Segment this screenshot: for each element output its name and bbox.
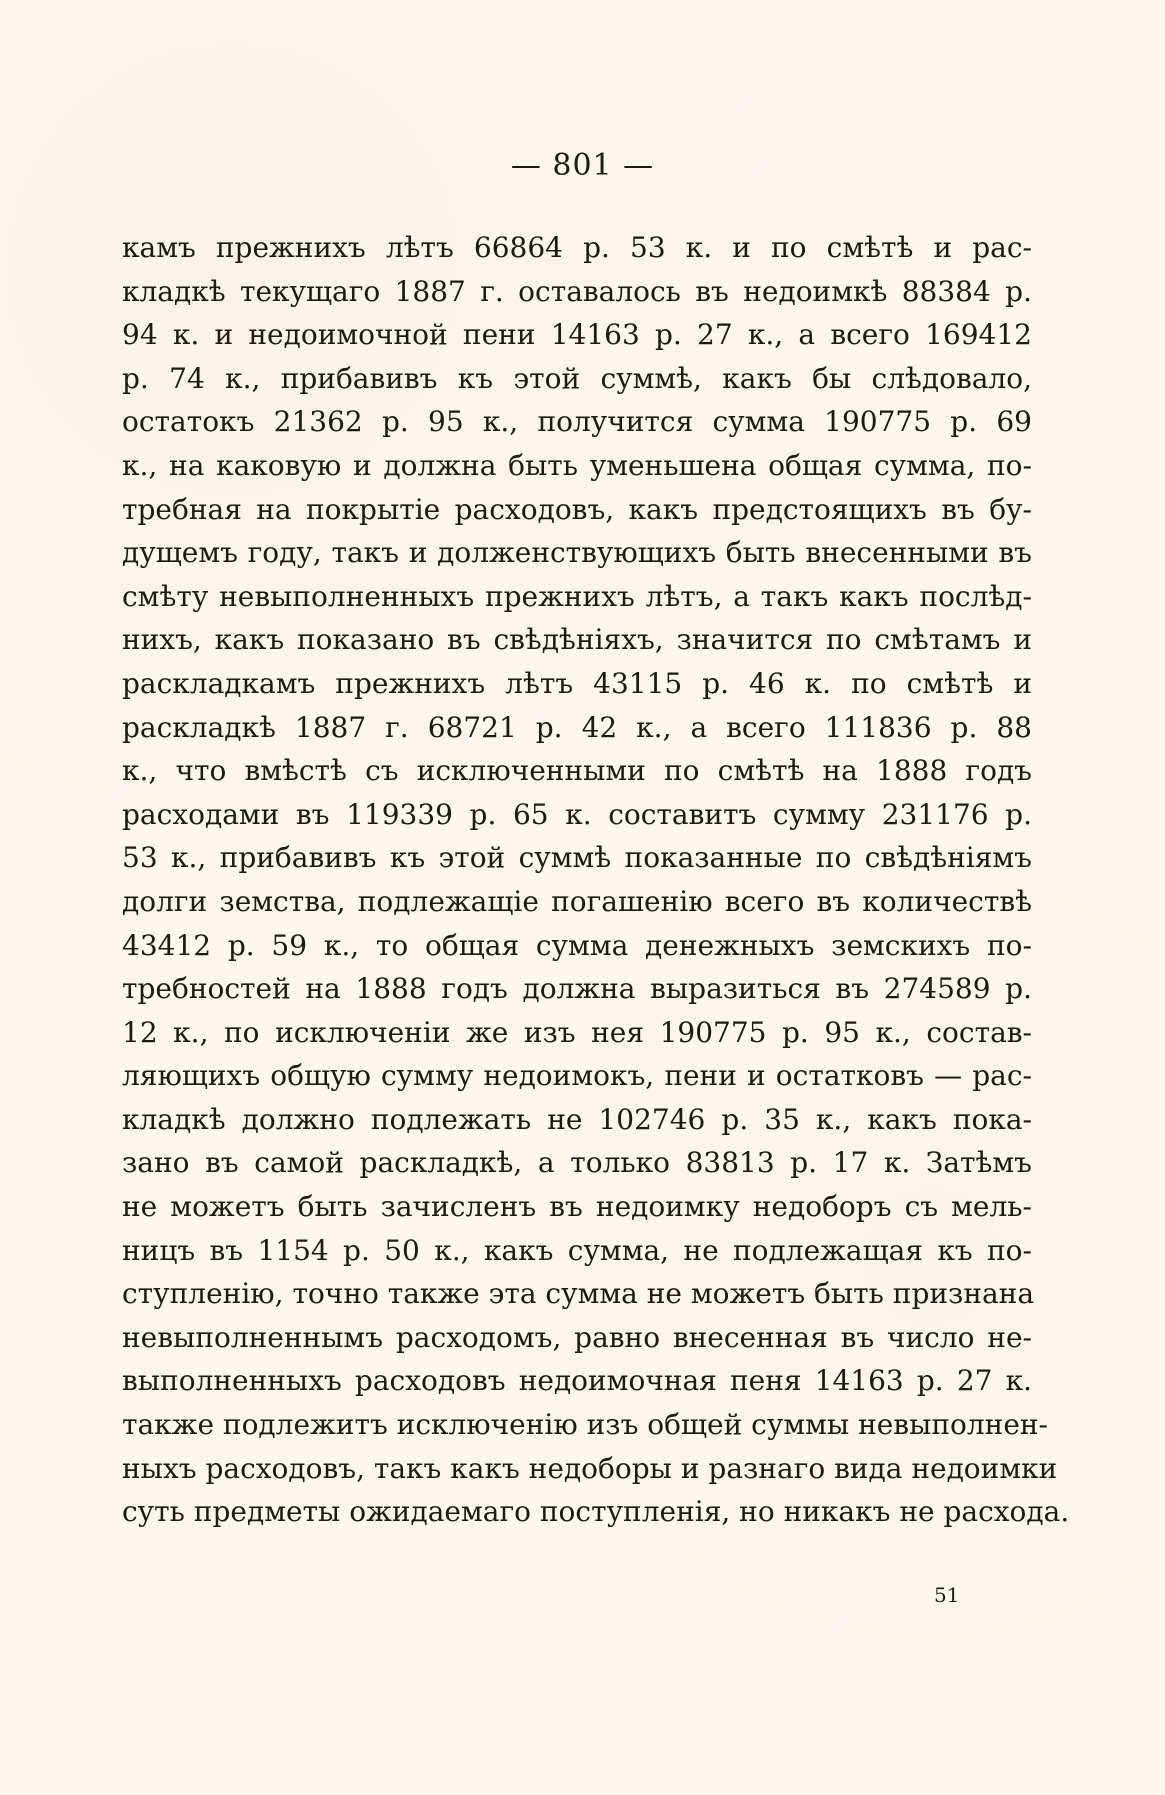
body-line: 12 к., по исключеніи же изъ нея 190775 р. 95 к., состав-	[122, 1015, 1032, 1049]
body-line: остатокъ 21362 р. 95 к., получится сумма 190775 р. 69	[122, 405, 1032, 439]
body-line: расходами въ 119339 р. 65 к. составитъ сумму 231176 р.	[122, 797, 1032, 831]
body-line: раскладкамъ прежнихъ лѣтъ 43115 р. 46 к. по смѣтѣ и	[122, 666, 1032, 700]
body-line: 43412 р. 59 к., то общая сумма денежныхъ земскихъ по-	[122, 928, 1032, 962]
body-line: кладкѣ должно подлежать не 102746 р. 35 к., какъ пока-	[122, 1102, 1032, 1136]
body-line: выполненныхъ расходовъ недоимочная пеня 14163 р. 27 к.	[122, 1364, 1032, 1398]
body-line: ляющихъ общую сумму недоимокъ, пени и остатковъ — рас-	[122, 1059, 1032, 1093]
body-line: 94 к. и недоимочной пени 14163 р. 27 к., а всего 169412	[122, 318, 1032, 352]
body-line: требная на покрытіе расходовъ, какъ предстоящихъ въ бу-	[122, 492, 1032, 526]
body-line: к., что вмѣстѣ съ исключенными по смѣтѣ на 1888 годъ	[122, 754, 1032, 788]
body-line: дущемъ году, такъ и долженствующихъ быть внесенными въ	[122, 536, 1032, 570]
body-line: 53 к., прибавивъ къ этой суммѣ показанные по свѣдѣніямъ	[122, 841, 1032, 875]
body-line: к., на каковую и должна быть уменьшена общая сумма, по-	[122, 448, 1032, 482]
body-text	[122, 226, 1070, 1534]
body-line: суть предметы ожидаемаго поступленія, но никакъ не расхода.	[122, 1495, 1070, 1529]
body-line: ницъ въ 1154 р. 50 к., какъ сумма, не подлежащая къ по-	[122, 1233, 1032, 1267]
body-line: камъ прежнихъ лѣтъ 66864 р. 53 к. и по смѣтѣ и рас-	[122, 231, 1032, 264]
body-line: зано въ самой раскладкѣ, а только 83813 р. 17 к. Затѣмъ	[122, 1146, 1032, 1180]
body-line: р. 74 к., прибавивъ къ этой суммѣ, какъ бы слѣдовало,	[122, 361, 1032, 395]
body-line: долги земства, подлежащіе погашенію всего въ количествѣ	[122, 884, 1032, 918]
signature-mark: 51	[934, 1583, 960, 1607]
body-line: невыполненнымъ расходомъ, равно внесенная въ число не-	[122, 1320, 1032, 1354]
page-number: — 801 —	[510, 148, 655, 183]
body-line: нихъ, какъ показано въ свѣдѣніяхъ, значится по смѣтамъ и	[122, 623, 1032, 657]
body-line: смѣту невыполненныхъ прежнихъ лѣтъ, а такъ какъ послѣд-	[122, 579, 1032, 613]
body-line: не можетъ быть зачисленъ въ недоимку недоборъ съ мель-	[122, 1190, 1032, 1224]
body-line: ступленію, точно также эта сумма не можетъ быть признана	[122, 1277, 1035, 1311]
body-line: ныхъ расходовъ, такъ какъ недоборы и разнаго вида недоимки	[122, 1451, 1058, 1485]
body-line: кладкѣ текущаго 1887 г. оставалось въ недоимкѣ 88384 р.	[122, 274, 1032, 308]
body-line: также подлежитъ исключенію изъ общей суммы невыполнен-	[122, 1408, 1049, 1442]
body-line: раскладкѣ 1887 г. 68721 р. 42 к., а всего 111836 р. 88	[122, 710, 1032, 744]
body-line: требностей на 1888 годъ должна выразиться въ 274589 р.	[122, 972, 1032, 1006]
